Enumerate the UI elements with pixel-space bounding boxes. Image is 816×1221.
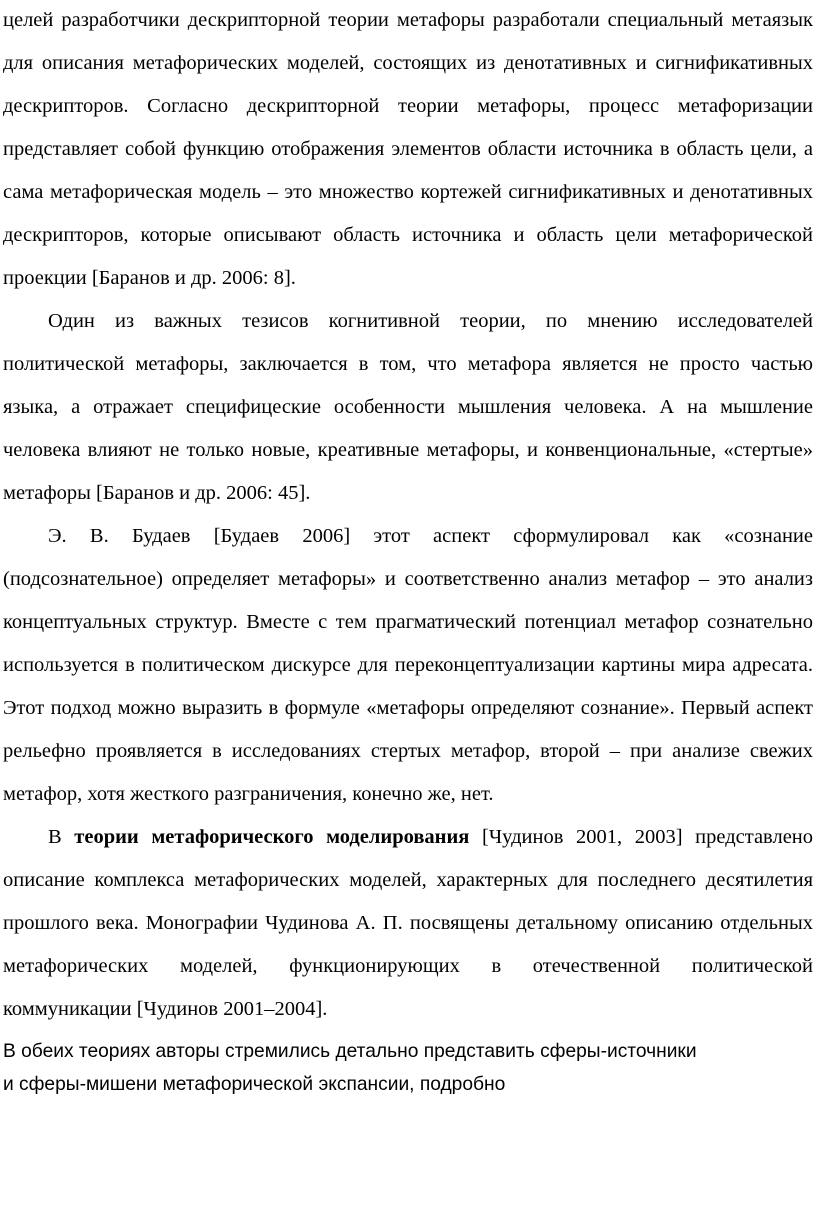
document-body: [3, 0, 813, 1031]
tail-line-2: и сферы-мишени метафорической экспансии, подробно: [3, 1074, 506, 1095]
paragraph-4-prefix: В: [48, 826, 62, 848]
paragraph-1: целей разработчики дескрипторной теории метафоры разработали специальный метаязык для описания метафорических моделей, состоящих из денотативных и сигнификативных дескрипторов. Согласно дескрипторной теории метафоры, процесс метафоризации представляет собой функцию отображения элементов области источника в область цели, а сама метафорическая модель – это множество кортежей сигнификативных и денотативных дескрипторов, которые описывают область источника и область цели метафорической проекции [Баранов и др. 2006: 8].: [3, 9, 813, 289]
paragraph-4-bold-term: теории метафорического моделирования: [74, 826, 470, 848]
paragraph-3: Э. В. Будаев [Будаев 2006] этот аспект сформулировал как «сознание (подсознательное) определяет метафоры» и соответственно анализ метафор – это анализ концептуальных структур. Вместе с тем прагматический потенциал метафор сознательно используется в политическом дискурсе для переконцептуализации картины мира адресата. Этот подход можно выразить в формуле «метафоры определяют сознание». Первый аспект рельефно проявляется в исследованиях стертых метафор, второй – при анализе свежих метафор, хотя жесткого разграничения, конечно же, нет.: [3, 525, 813, 805]
paragraph-2: Один из важных тезисов когнитивной теории, по мнению исследователей политической метафоры, заключается в том, что метафора является не просто частью языка, а отражает специфицеские особенности мышления человека. А на мышление человека влияют не только новые, креативные метафоры, и конвенциональные, «стертые» метафоры [Баранов и др. 2006: 45].: [3, 310, 813, 504]
tail-line-1: В обеих теориях авторы стремились детально представить сферы-источники: [3, 1041, 697, 1062]
paragraph-4-suffix: [Чудинов 2001, 2003] представлено описание комплекса метафорических моделей, характерных для последнего десятилетия прошлого века. Монографии Чудинова А. П. посвящены детальному описанию отдельных метафорических моделей, функционирующих в отечественной политической коммуникации [Чудинов 2001–2004].: [3, 826, 814, 1020]
paragraph-4: [3, 816, 813, 1031]
tail-paragraph: [3, 1031, 813, 1101]
